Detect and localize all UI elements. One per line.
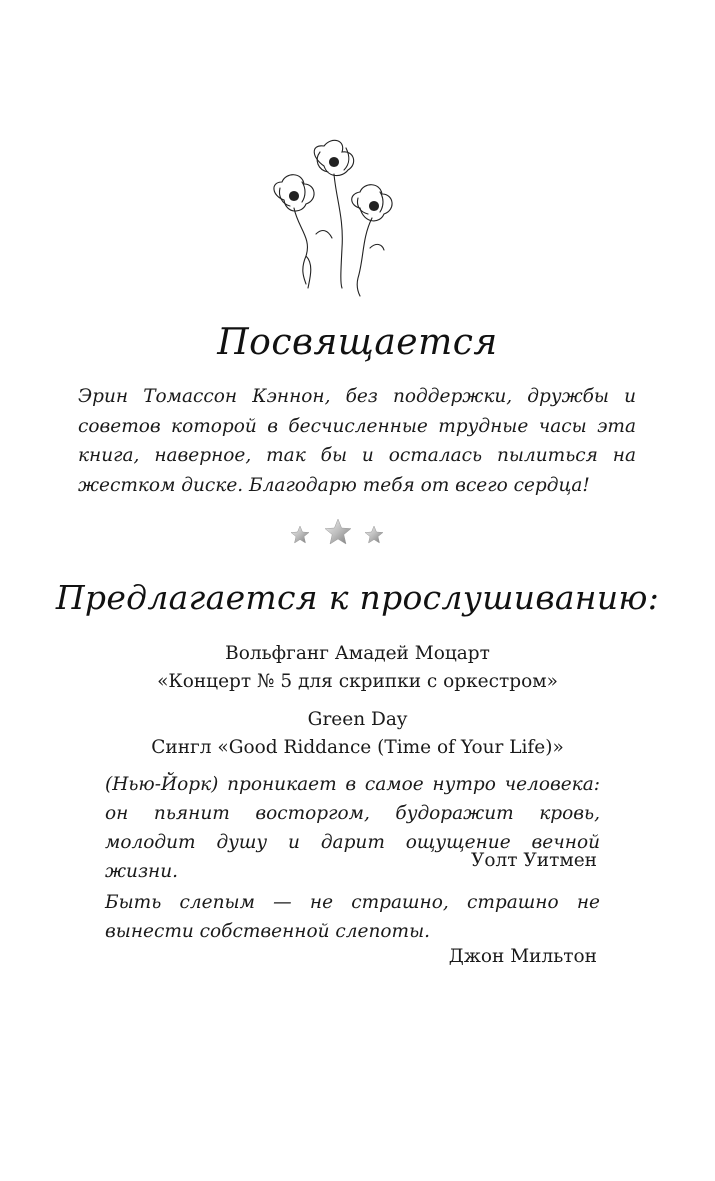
quote-text: (Нью-Йорк) проникает в самое нутро человека: он пьянит восторгом, будоражит кровь, молодит душу и дарит ощущение вечной жизни. xyxy=(105,774,600,882)
quote-author: Джон Мильтон xyxy=(448,946,597,967)
listening-title: Предлагается к прослушиванию: xyxy=(55,578,660,617)
quote-author: Уолт Уитмен xyxy=(471,850,597,871)
star-icon xyxy=(291,526,309,543)
listening-item-work: Сингл «Good Riddance (Time of Your Life)» xyxy=(151,737,564,758)
quote-text: Быть слепым — не страшно, страшно не вынести собственной слепоты. xyxy=(105,892,600,942)
dedication-title: Посвящается xyxy=(217,322,498,363)
listening-item-work: «Концерт № 5 для скрипки с оркестром» xyxy=(157,671,558,692)
star-icon xyxy=(325,519,351,544)
listening-item-artist: Вольфганг Амадей Моцарт xyxy=(225,643,490,664)
listening-item-artist: Green Day xyxy=(307,709,408,730)
poppy-flowers-icon xyxy=(262,138,422,298)
star-icon xyxy=(365,526,383,543)
star-divider xyxy=(288,516,388,550)
dedication-text: Эрин Томассон Кэннон, без поддержки, дружбы и советов которой в бесчисленные трудные часы эта книга, наверное, так бы и осталась пылиться на жестком диске. Благодарю тебя от всего сердца! xyxy=(78,386,636,496)
